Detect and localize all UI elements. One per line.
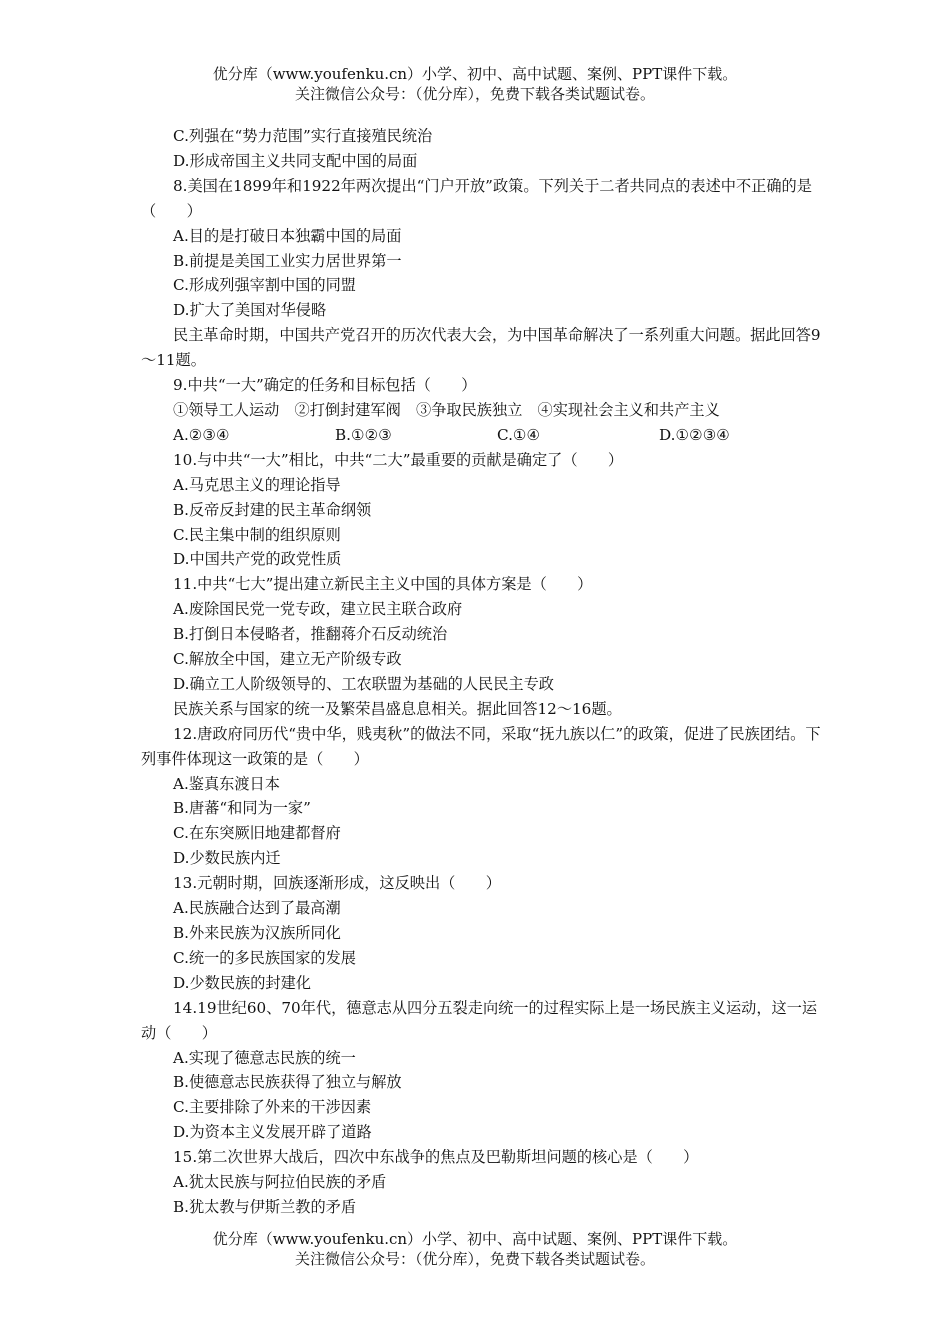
intro-12-16: 民族关系与国家的统一及繁荣昌盛息息相关。据此回答12～16题。: [173, 699, 622, 718]
q9-options: [141, 423, 821, 448]
q9-option-d: D.①②③④: [659, 425, 730, 444]
q13-option-b: B.外来民族为汉族所同化: [173, 924, 341, 942]
q14-option-a: A.实现了德意志民族的统一: [173, 1048, 356, 1067]
q8-option-b: B.前提是美国工业实力居世界第一: [173, 251, 402, 270]
q8-option-d: D.扩大了美国对华侵略: [173, 301, 327, 320]
q8-option-c: C.形成列强宰割中国的同盟: [173, 276, 356, 295]
footer-line-2: 关注微信公众号：（优分库），免费下载各类试题试卷。: [294, 1250, 655, 1268]
q13-option-a: A.民族融合达到了最高潮: [173, 899, 341, 918]
q14-stem: 14.19世纪60、70年代，德意志从四分五裂走向统一的过程实际上是一场民族主义运动，这一运动（ ）: [141, 998, 818, 1042]
q14-option-b: B.使德意志民族获得了独立与解放: [173, 1073, 402, 1092]
q10-stem: 10.与中共“一大”相比，中共“二大”最重要的贡献是确定了（ ）: [173, 450, 624, 469]
q8-stem: 8.美国在1899年和1922年两次提出“门户开放”政策。下列关于二者共同点的表述中不正确的是（ ）: [141, 176, 812, 220]
q9-stem: 9.中共“一大”确定的任务和目标包括（ ）: [173, 376, 477, 395]
q12-stem: 12.唐政府同历代“贵中华，贱夷秋”的做法不同，采取“抚九族以仁”的政策，促进了民族团结。下列事件体现这一政策的是（ ）: [141, 724, 821, 768]
page-header: [0, 64, 950, 104]
q12-option-c: C.在东突厥旧地建都督府: [173, 824, 341, 843]
q12-option-a: A.鉴真东渡日本: [173, 774, 280, 793]
intro-9-11: 民主革命时期，中国共产党召开的历次代表大会，为中国革命解决了一系列重大问题。据此回答9～11题。: [141, 326, 821, 370]
q10-option-d: D.中国共产党的政党性质: [173, 550, 342, 569]
q9-option-c: C.①④: [497, 425, 541, 444]
q13-option-d: D.少数民族的封建化: [173, 973, 311, 992]
q15-stem: 15.第二次世界大战后，四次中东战争的焦点及巴勒斯坦问题的核心是（ ）: [173, 1148, 699, 1167]
q11-option-a: A.废除国民党一党专政，建立民主联合政府: [173, 600, 463, 619]
page-footer: [0, 1229, 950, 1269]
q10-option-a: A.马克思主义的理论指导: [173, 475, 341, 494]
q10-option-c: C.民主集中制的组织原则: [173, 525, 341, 544]
footer-line-1: 优分库（www.youfenku.cn）小学、初中、高中试题、案例、PPT课件下载。: [212, 1230, 738, 1248]
q7-option-d: D.形成帝国主义共同支配中国的局面: [173, 151, 418, 170]
q12-option-b: B.唐蕃“和同为一家”: [173, 799, 311, 818]
header-line-1: 优分库（www.youfenku.cn）小学、初中、高中试题、案例、PPT课件下载。: [212, 65, 738, 83]
q14-option-d: D.为资本主义发展开辟了道路: [173, 1123, 372, 1142]
q11-option-c: C.解放全中国，建立无产阶级专政: [173, 650, 402, 669]
q11-option-d: D.确立工人阶级领导的、工农联盟为基础的人民民主专政: [173, 674, 554, 693]
q12-option-d: D.少数民族内迁: [173, 849, 281, 868]
q8-option-a: A.目的是打破日本独霸中国的局面: [173, 226, 402, 245]
q7-option-c: C.列强在“势力范围”实行直接殖民统治: [173, 127, 433, 145]
q14-option-c: C.主要排除了外来的干涉因素: [173, 1098, 372, 1117]
q11-option-b: B.打倒日本侵略者，推翻蒋介石反动统治: [173, 625, 448, 644]
q15-option-b: B.犹太教与伊斯兰教的矛盾: [173, 1197, 357, 1216]
exam-content: [141, 124, 821, 1220]
q10-option-b: B.反帝反封建的民主革命纲领: [173, 500, 372, 519]
q15-option-a: A.犹太民族与阿拉伯民族的矛盾: [173, 1173, 387, 1192]
header-line-2: 关注微信公众号：（优分库），免费下载各类试题试卷。: [294, 85, 655, 103]
q9-option-b: B.①②③: [335, 425, 392, 444]
q13-stem: 13.元朝时期，回族逐渐形成，这反映出（ ）: [173, 874, 501, 893]
q13-option-c: C.统一的多民族国家的发展: [173, 948, 356, 967]
q11-stem: 11.中共“七大”提出建立新民主主义中国的具体方案是（ ）: [173, 575, 593, 594]
q9-items: ①领导工人运动 ②打倒封建军阀 ③争取民族独立 ④实现社会主义和共产主义: [173, 400, 720, 419]
q9-option-a: A.②③④: [173, 425, 230, 444]
